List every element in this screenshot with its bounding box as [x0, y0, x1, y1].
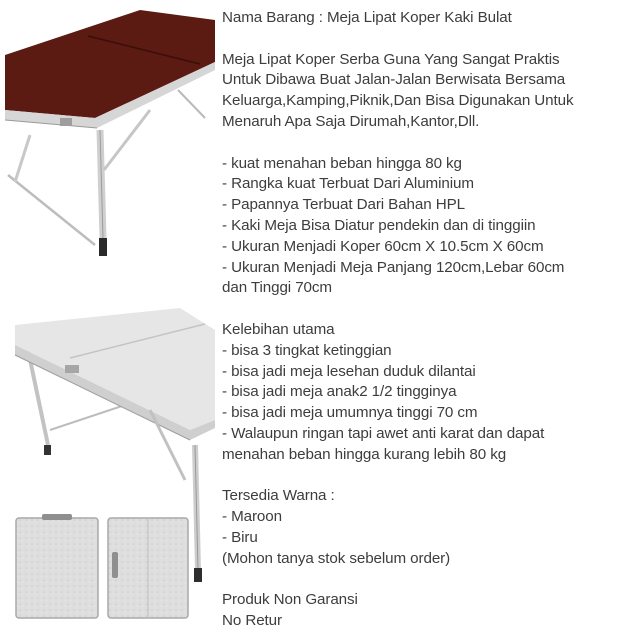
- color-option: - Maroon: [222, 508, 282, 526]
- description-line: Untuk Dibawa Buat Jalan-Jalan Berwisata Bersama: [222, 71, 566, 89]
- advantages-title: Kelebihan utama: [222, 320, 335, 338]
- return-note: No Retur: [222, 612, 282, 630]
- advantage-item: - Walaupun ringan tapi awet anti karat dan dapat: [222, 424, 545, 442]
- folded-suitcase-table-photo: [12, 512, 192, 622]
- spec-item: - kuat menahan beban hingga 80 kg: [222, 154, 462, 172]
- advantage-item: - bisa jadi meja lesehan duduk dilantai: [222, 362, 476, 380]
- spec-item: - Ukuran Menjadi Meja Panjang 120cm,Lebar 60cm: [222, 258, 565, 276]
- colors-title: Tersedia Warna :: [222, 487, 335, 505]
- description-line: Meja Lipat Koper Serba Guna Yang Sangat Praktis: [222, 50, 560, 68]
- maroon-folding-table-photo: [0, 0, 215, 270]
- advantage-item: - bisa jadi meja anak2 1/2 tingginya: [222, 383, 457, 401]
- spec-item: - Kaki Meja Bisa Diatur pendekin dan di tinggiin: [222, 216, 536, 234]
- description-line: Menaruh Apa Saja Dirumah,Kantor,Dll.: [222, 112, 480, 130]
- advantage-item: - bisa jadi meja umumnya tinggi 70 cm: [222, 404, 478, 422]
- advantage-item: menahan beban hingga kurang lebih 80 kg: [222, 445, 507, 463]
- advantage-item: - bisa 3 tingkat ketinggian: [222, 341, 392, 359]
- spec-item: - Ukuran Menjadi Koper 60cm X 10.5cm X 60cm: [222, 237, 544, 255]
- product-description: [222, 8, 634, 632]
- spec-item: - Papannya Terbuat Dari Bahan HPL: [222, 196, 465, 214]
- warranty-note: Produk Non Garansi: [222, 591, 358, 609]
- product-images: [0, 0, 215, 640]
- product-name-line: Nama Barang : Meja Lipat Koper Kaki Bulat: [222, 9, 512, 26]
- description-line: Keluarga,Kamping,Piknik,Dan Bisa Digunakan Untuk: [222, 92, 574, 110]
- spec-item: - Rangka kuat Terbuat Dari Aluminium: [222, 175, 474, 193]
- stock-note: (Mohon tanya stok sebelum order): [222, 549, 451, 567]
- color-option: - Biru: [222, 528, 258, 546]
- spec-item: dan Tinggi 70cm: [222, 279, 332, 297]
